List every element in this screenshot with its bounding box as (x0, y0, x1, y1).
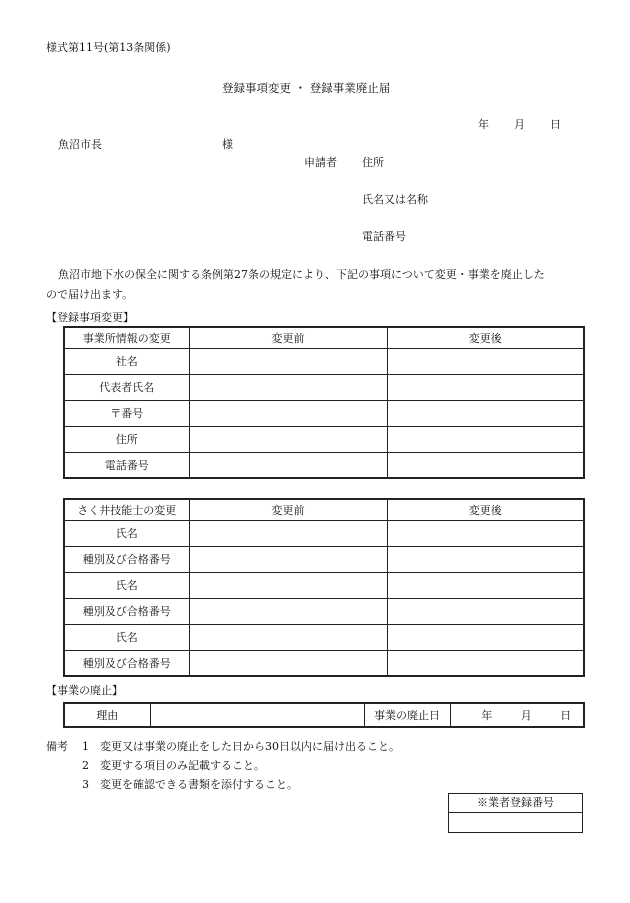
office-row-label: 住所 (64, 426, 189, 452)
closure-date-year: 年 (481, 709, 493, 722)
office-change-table (63, 326, 585, 479)
note-text: 変更又は事業の廃止をした日から30日以内に届け出ること。 (100, 740, 400, 753)
office-row-label: 代表者氏名 (64, 374, 189, 400)
date-month: 月 (514, 118, 525, 131)
note-number: 3 (82, 778, 89, 791)
engineer-after-cell[interactable] (387, 546, 584, 572)
engineer-before-cell[interactable] (189, 598, 387, 624)
note-number: 1 (82, 740, 89, 753)
engineer-row-label: 氏名 (64, 624, 189, 650)
addressee-mayor: 魚沼市長 (58, 138, 102, 151)
office-before-cell[interactable] (189, 374, 387, 400)
office-header-after: 変更後 (387, 327, 584, 348)
engineer-after-cell[interactable] (387, 520, 584, 546)
engineer-row-label: 種別及び合格番号 (64, 650, 189, 676)
office-after-cell[interactable] (387, 426, 584, 452)
office-header-before: 変更前 (189, 327, 387, 348)
notes-label: 備考 (46, 740, 68, 753)
office-after-cell[interactable] (387, 452, 584, 478)
engineer-after-cell[interactable] (387, 624, 584, 650)
engineer-header-after: 変更後 (387, 499, 584, 520)
closure-reason-input[interactable] (150, 703, 364, 727)
office-row-label: 〒番号 (64, 400, 189, 426)
engineer-row-label: 種別及び合格番号 (64, 598, 189, 624)
engineer-before-cell[interactable] (189, 650, 387, 676)
applicant-name-label: 氏名又は名称 (362, 193, 428, 206)
office-before-cell[interactable] (189, 452, 387, 478)
body-line-1: 魚沼市地下水の保全に関する条例第27条の規定により、下記の事項について変更・事業を廃止した (58, 268, 545, 281)
note-text: 変更する項目のみ記載すること。 (100, 759, 265, 772)
engineer-change-table (63, 498, 585, 677)
date-day: 日 (550, 118, 561, 131)
section-title-business-closure: 【事業の廃止】 (46, 684, 123, 697)
office-after-cell[interactable] (387, 400, 584, 426)
engineer-after-cell[interactable] (387, 572, 584, 598)
engineer-before-cell[interactable] (189, 572, 387, 598)
office-row-label: 社名 (64, 348, 189, 374)
body-line-2: ので届け出ます。 (46, 288, 134, 301)
engineer-row-label: 氏名 (64, 520, 189, 546)
office-row-label: 電話番号 (64, 452, 189, 478)
registration-number-box (448, 793, 583, 833)
engineer-row-label: 種別及び合格番号 (64, 546, 189, 572)
engineer-after-cell[interactable] (387, 598, 584, 624)
engineer-before-cell[interactable] (189, 546, 387, 572)
engineer-before-cell[interactable] (189, 624, 387, 650)
form-number: 様式第11号(第13条関係) (46, 41, 171, 54)
note-text: 変更を確認できる書類を添付すること。 (100, 778, 298, 791)
closure-date-day: 日 (560, 709, 572, 722)
closure-reason-label: 理由 (64, 703, 150, 727)
engineer-header-label: さく井技能士の変更 (64, 499, 189, 520)
office-after-cell[interactable] (387, 374, 584, 400)
applicant-address-label: 住所 (362, 156, 384, 169)
closure-date-month: 月 (520, 709, 532, 722)
office-after-cell[interactable] (387, 348, 584, 374)
addressee-honorific: 様 (222, 138, 233, 151)
closure-table (63, 702, 585, 728)
engineer-header-before: 変更前 (189, 499, 387, 520)
note-number: 2 (82, 759, 89, 772)
office-before-cell[interactable] (189, 426, 387, 452)
engineer-after-cell[interactable] (387, 650, 584, 676)
registration-number-field[interactable] (449, 813, 582, 833)
office-header-label: 事業所情報の変更 (64, 327, 189, 348)
engineer-before-cell[interactable] (189, 520, 387, 546)
registration-number-label: ※業者登録番号 (449, 794, 582, 813)
form-title: 登録事項変更 ・ 登録事業廃止届 (222, 81, 391, 95)
section-title-registration-change: 【登録事項変更】 (46, 311, 134, 324)
date-year: 年 (478, 118, 489, 131)
closure-date-cell[interactable] (450, 703, 584, 727)
applicant-label: 申請者 (304, 156, 337, 169)
office-before-cell[interactable] (189, 400, 387, 426)
applicant-phone-label: 電話番号 (362, 230, 406, 243)
office-before-cell[interactable] (189, 348, 387, 374)
engineer-row-label: 氏名 (64, 572, 189, 598)
closure-date-label: 事業の廃止日 (364, 703, 450, 727)
